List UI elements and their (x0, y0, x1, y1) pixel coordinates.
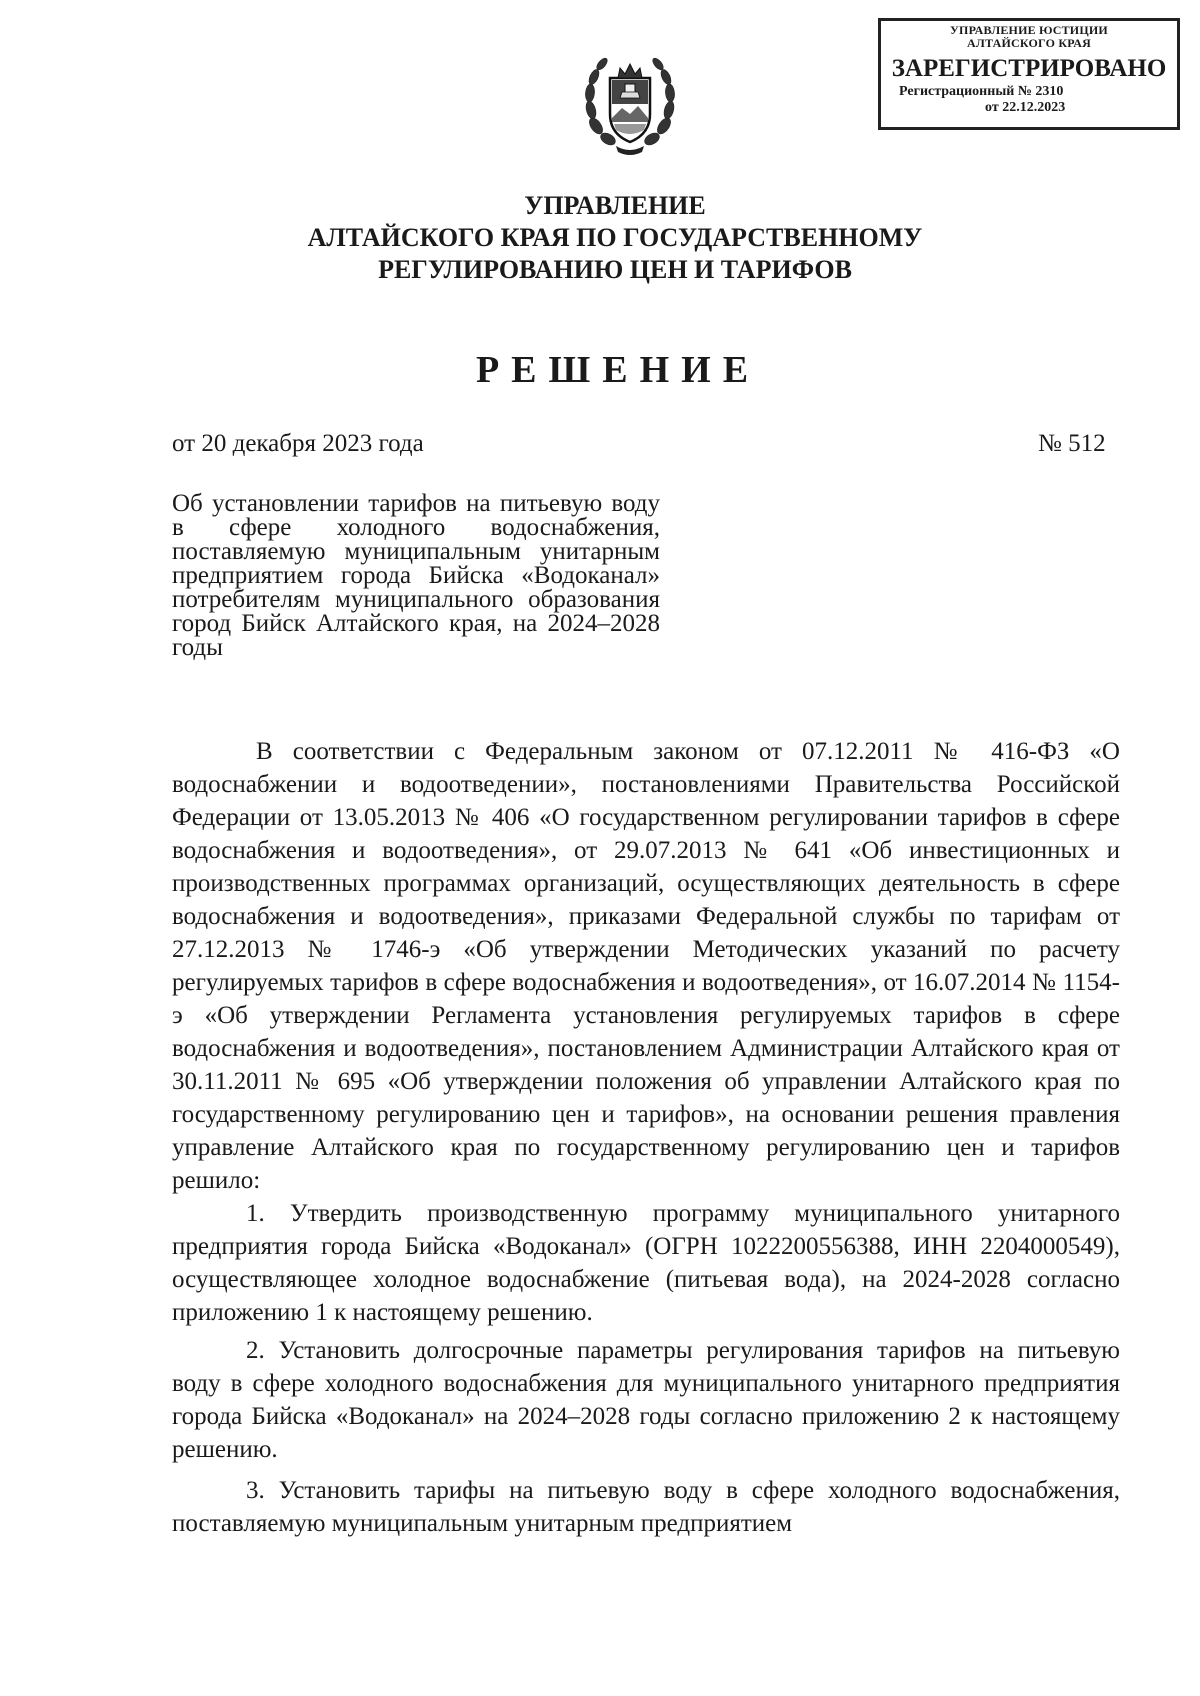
document-body (172, 735, 1120, 1540)
org-line-3: РЕГУЛИРОВАНИЮ ЦЕН И ТАРИФОВ (378, 255, 852, 284)
document-number: № 512 (1038, 430, 1106, 457)
altai-krai-coat-of-arms-icon (582, 48, 678, 158)
organization-name (0, 190, 1200, 286)
item-2-paragraph: 2. Установить долгосрочные параметры регулирования тарифов на питьевую воду в сфере холодного водоснабжения для муниципального унитарного предприятия города Бийска «Водоканал» на 2024–2028 годы согласно приложению 2 к настоящему решению. (172, 1337, 1120, 1463)
document-type-title: РЕШЕНИЕ (475, 349, 761, 391)
document-subject: Об установлении тарифов на питьевую воду в сфере холодного водоснабжения, поставляемую муниципальным унитарным предприятием города Бийска «Водоканал» потребителям муниципального образования город Бийск Алтайского края, на 2024–2028 годы (172, 490, 660, 661)
org-line-2: АЛТАЙСКОГО КРАЯ ПО ГОСУДАРСТВЕННОМУ (307, 223, 923, 252)
item-3-paragraph: 3. Установить тарифы на питьевую воду в сфере холодного водоснабжения, поставляемую муниципальным унитарным предприятием (172, 1477, 1120, 1537)
stamp-reg-date: от 22.12.2023 (985, 100, 1066, 115)
preamble-paragraph: В соответствии с Федеральным законом от 07.12.2011 № 416-ФЗ «О водоснабжении и водоотведении», постановлениями Правительства Российской Федерации от 13.05.2013 № 406 «О государственном регулировании тарифов в сфере водоснабжения и водоотведения», от 29.07.2013 № 641 «Об инвестиционных и производственных программах организаций, осуществляющих деятельность в сфере водоснабжения и водоотведения», приказами Федеральной службы по тарифам от 27.12.2013 № 1746-э «Об утверждении Методических указаний по расчету регулируемых тарифов в сфере водоснабжения и водоотведения», от 16.07.2014 № 1154-э «Об утверждении Регламента установления регулируемых тарифов в сфере водоснабжения и водоотведения», постановлением Администрации Алтайского края от 30.11.2011 № 695 «Об утверждении положения об управлении Алтайского края по государственному регулированию цен и тарифов», на основании решения правления управление Алтайского края по государственному регулированию цен и тарифов решило: (172, 738, 1120, 1194)
item-1-paragraph: 1. Утвердить производственную программу муниципального унитарного предприятия города Бийска «Водоканал» (ОГРН 1022200556388, ИНН 2204000549), осуществляющее холодное водоснабжение (питьевая вода), на 2024-2028 согласно приложению 1 к настоящему решению. (172, 1200, 1120, 1326)
stamp-agency-line2: АЛТАЙСКОГО КРАЯ (967, 36, 1091, 50)
org-line-1: УПРАВЛЕНИЕ (524, 191, 706, 220)
stamp-agency-line1: УПРАВЛЕНИЕ ЮСТИЦИИ (950, 23, 1108, 37)
document-date: от 20 декабря 2023 года (172, 430, 424, 457)
stamp-reg-number: Регистрационный № 2310 (899, 84, 1064, 99)
registration-stamp (878, 18, 1180, 130)
stamp-status: ЗАРЕГИСТРИРОВАНО (891, 55, 1167, 82)
